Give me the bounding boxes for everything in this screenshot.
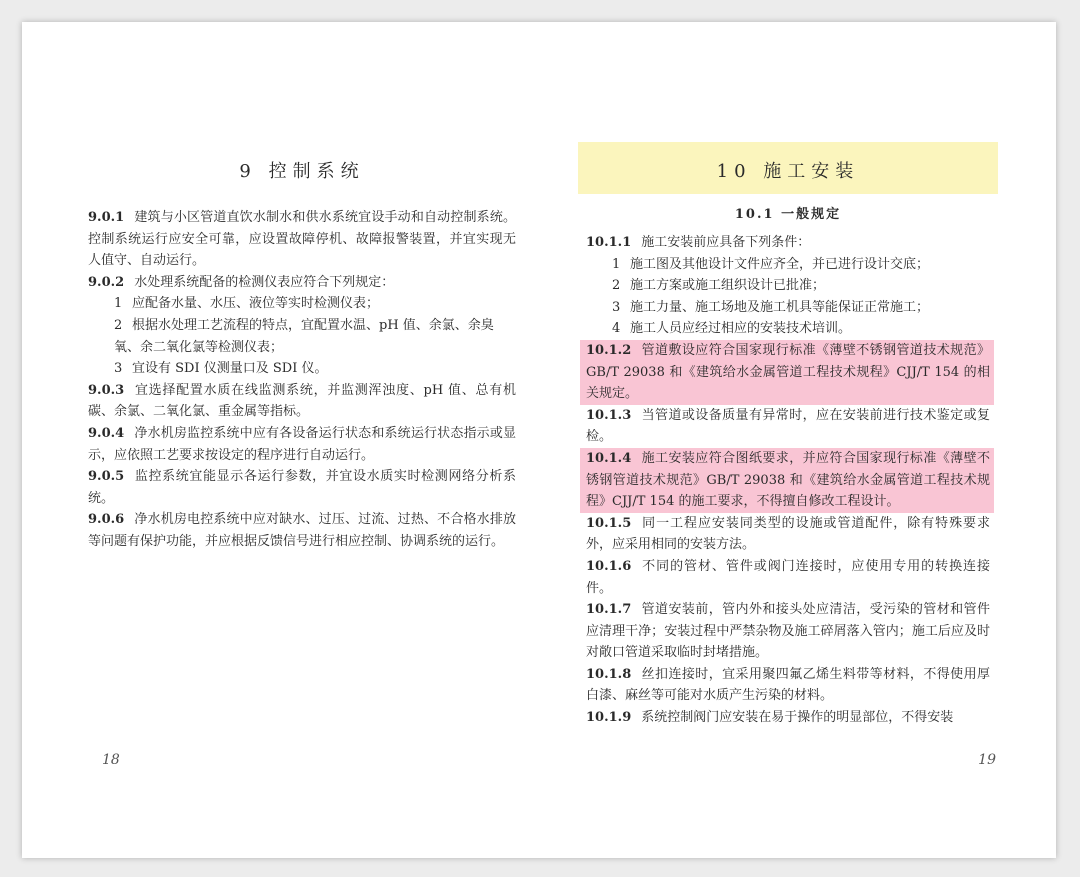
clause-10-1-1 [586,232,990,254]
clause-number: 9.0.2 [88,274,125,290]
item-text: 宜设有 SDI 仪测量口及 SDI 仪。 [132,361,328,377]
left-page-body [88,207,516,553]
clause-number: 10.1.6 [586,558,632,574]
item-number: 3 [612,299,621,315]
clause-10-1-7 [586,599,990,664]
list-item [586,297,990,319]
clause-text: 净水机房电控系统中应对缺水、过压、过流、过热、不合格水排放等问题有保护功能，并应根据反馈信号进行相应控制、协调系统的运行。 [88,512,516,549]
clause-10-1-2-highlighted [580,340,994,405]
clause-10-1-8 [586,664,990,707]
page-number: 19 [978,752,996,768]
chapter-10-title: 10 施工安装 [716,161,860,182]
clause-number: 10.1.2 [586,342,632,358]
item-number: 4 [612,321,621,337]
clause-text: 管道敷设应符合国家现行标准《薄壁不锈钢管道技术规范》GB/T 29038 和《建筑给水金属管道工程技术规程》CJJ/T 154 的相关规定。 [586,342,990,402]
item-number: 3 [114,361,123,377]
clause-number: 9.0.1 [88,210,125,225]
clause-9-0-2 [88,272,516,294]
clause-number: 10.1.4 [586,450,632,466]
list-item [88,315,516,358]
clause-text: 管道安装前，管内外和接头处应清洁，受污染的管材和管件应清理干净；安装过程中严禁杂物及施工碎屑落入管内；施工后应及时对敞口管道采取临时封堵措施。 [586,602,990,661]
clause-text: 施工安装前应具备下列条件： [641,235,811,250]
clause-10-1-4-highlighted [580,448,994,513]
clause-text: 净水机房监控系统中应有各设备运行状态和系统运行状态指示或显示，应依照工艺要求按设定的程序进行自动运行。 [88,425,516,463]
clause-9-0-5 [88,466,516,509]
right-page-body [586,232,990,729]
clause-number: 9.0.4 [88,425,125,441]
clause-10-1-9 [586,707,990,729]
clause-text: 建筑与小区管道直饮水制水和供水系统宜设手动和自动控制系统。控制系统运行应安全可靠，应设置故障停机、故障报警装置，并宜实现无人值守、自动运行。 [88,210,516,269]
book-spread [22,22,1056,858]
clause-text: 宜选择配置水质在线监测系统，并监测浑浊度、pH 值、总有机碳、余氯、二氧化氯、重金属等指标。 [88,382,516,420]
clause-9-0-4 [88,423,516,466]
clause-number: 10.1.7 [586,602,632,618]
item-number: 1 [612,256,621,272]
item-number: 2 [114,317,123,333]
clause-9-0-3 [88,380,516,423]
clause-text: 丝扣连接时，宜采用聚四氟乙烯生料带等材料，不得使用厚白漆、麻丝等可能对水质产生污染的材料。 [586,666,990,704]
clause-10-1-6 [586,556,990,599]
item-text: 根据水处理工艺流程的特点，宜配置水温、pH 值、余氯、余臭氧、余二氧化氯等检测仪表； [114,317,494,355]
list-item [88,293,516,315]
clause-number: 10.1.1 [586,235,632,250]
page-number: 18 [102,752,120,768]
list-item [586,318,990,340]
clause-text: 水处理系统配备的检测仪表应符合下列规定： [134,274,395,290]
clause-number: 9.0.3 [88,382,125,398]
clause-number: 10.1.8 [586,666,632,682]
item-number: 1 [114,296,123,312]
clause-number: 10.1.3 [586,407,632,423]
clause-10-1-5 [586,513,990,556]
clause-text: 当管道或设备质量有异常时，应在安装前进行技术鉴定或复检。 [586,407,990,445]
item-number: 2 [612,278,621,294]
chapter-9-title: 9 控制系统 [239,161,365,182]
clause-text: 施工安装应符合图纸要求，并应符合国家现行标准《薄壁不锈钢管道技术规范》GB/T 29038 和《建筑给水金属管道工程技术规程》CJJ/T 154 的施工要求，不得擅自修改工程设计。 [586,450,990,510]
clause-number: 10.1.9 [586,710,632,726]
clause-9-0-6 [88,509,516,552]
clause-number: 10.1.5 [586,515,632,531]
clause-9-0-1 [88,207,516,272]
item-text: 施工图及其他设计文件应齐全，并已进行设计交底； [630,256,930,272]
clause-text: 同一工程应安装同类型的设施或管道配件，除有特殊要求外，应采用相同的安装方法。 [586,515,990,553]
clause-number: 9.0.6 [88,512,125,528]
clause-text: 系统控制阀门应安装在易于操作的明显部位，不得安装 [641,710,954,726]
item-text: 施工力量、施工场地及施工机具等能保证正常施工； [630,299,930,315]
clause-text: 不同的管材、管件或阀门连接时，应使用专用的转换连接件。 [586,558,990,596]
clause-text: 监控系统宜能显示各运行参数，并宜设水质实时检测网络分析系统。 [88,469,516,506]
item-text: 施工人员应经过相应的安装技术培训。 [630,321,852,337]
section-title: 10.1 一般规定 [734,207,842,222]
clause-10-1-3 [586,405,990,448]
list-item [586,275,990,297]
clause-number: 9.0.5 [88,469,125,485]
item-text: 应配备水量、水压、液位等实时检测仪表； [132,296,380,312]
list-item [586,254,990,276]
list-item [88,358,516,380]
item-text: 施工方案或施工组织设计已批准； [630,278,826,294]
